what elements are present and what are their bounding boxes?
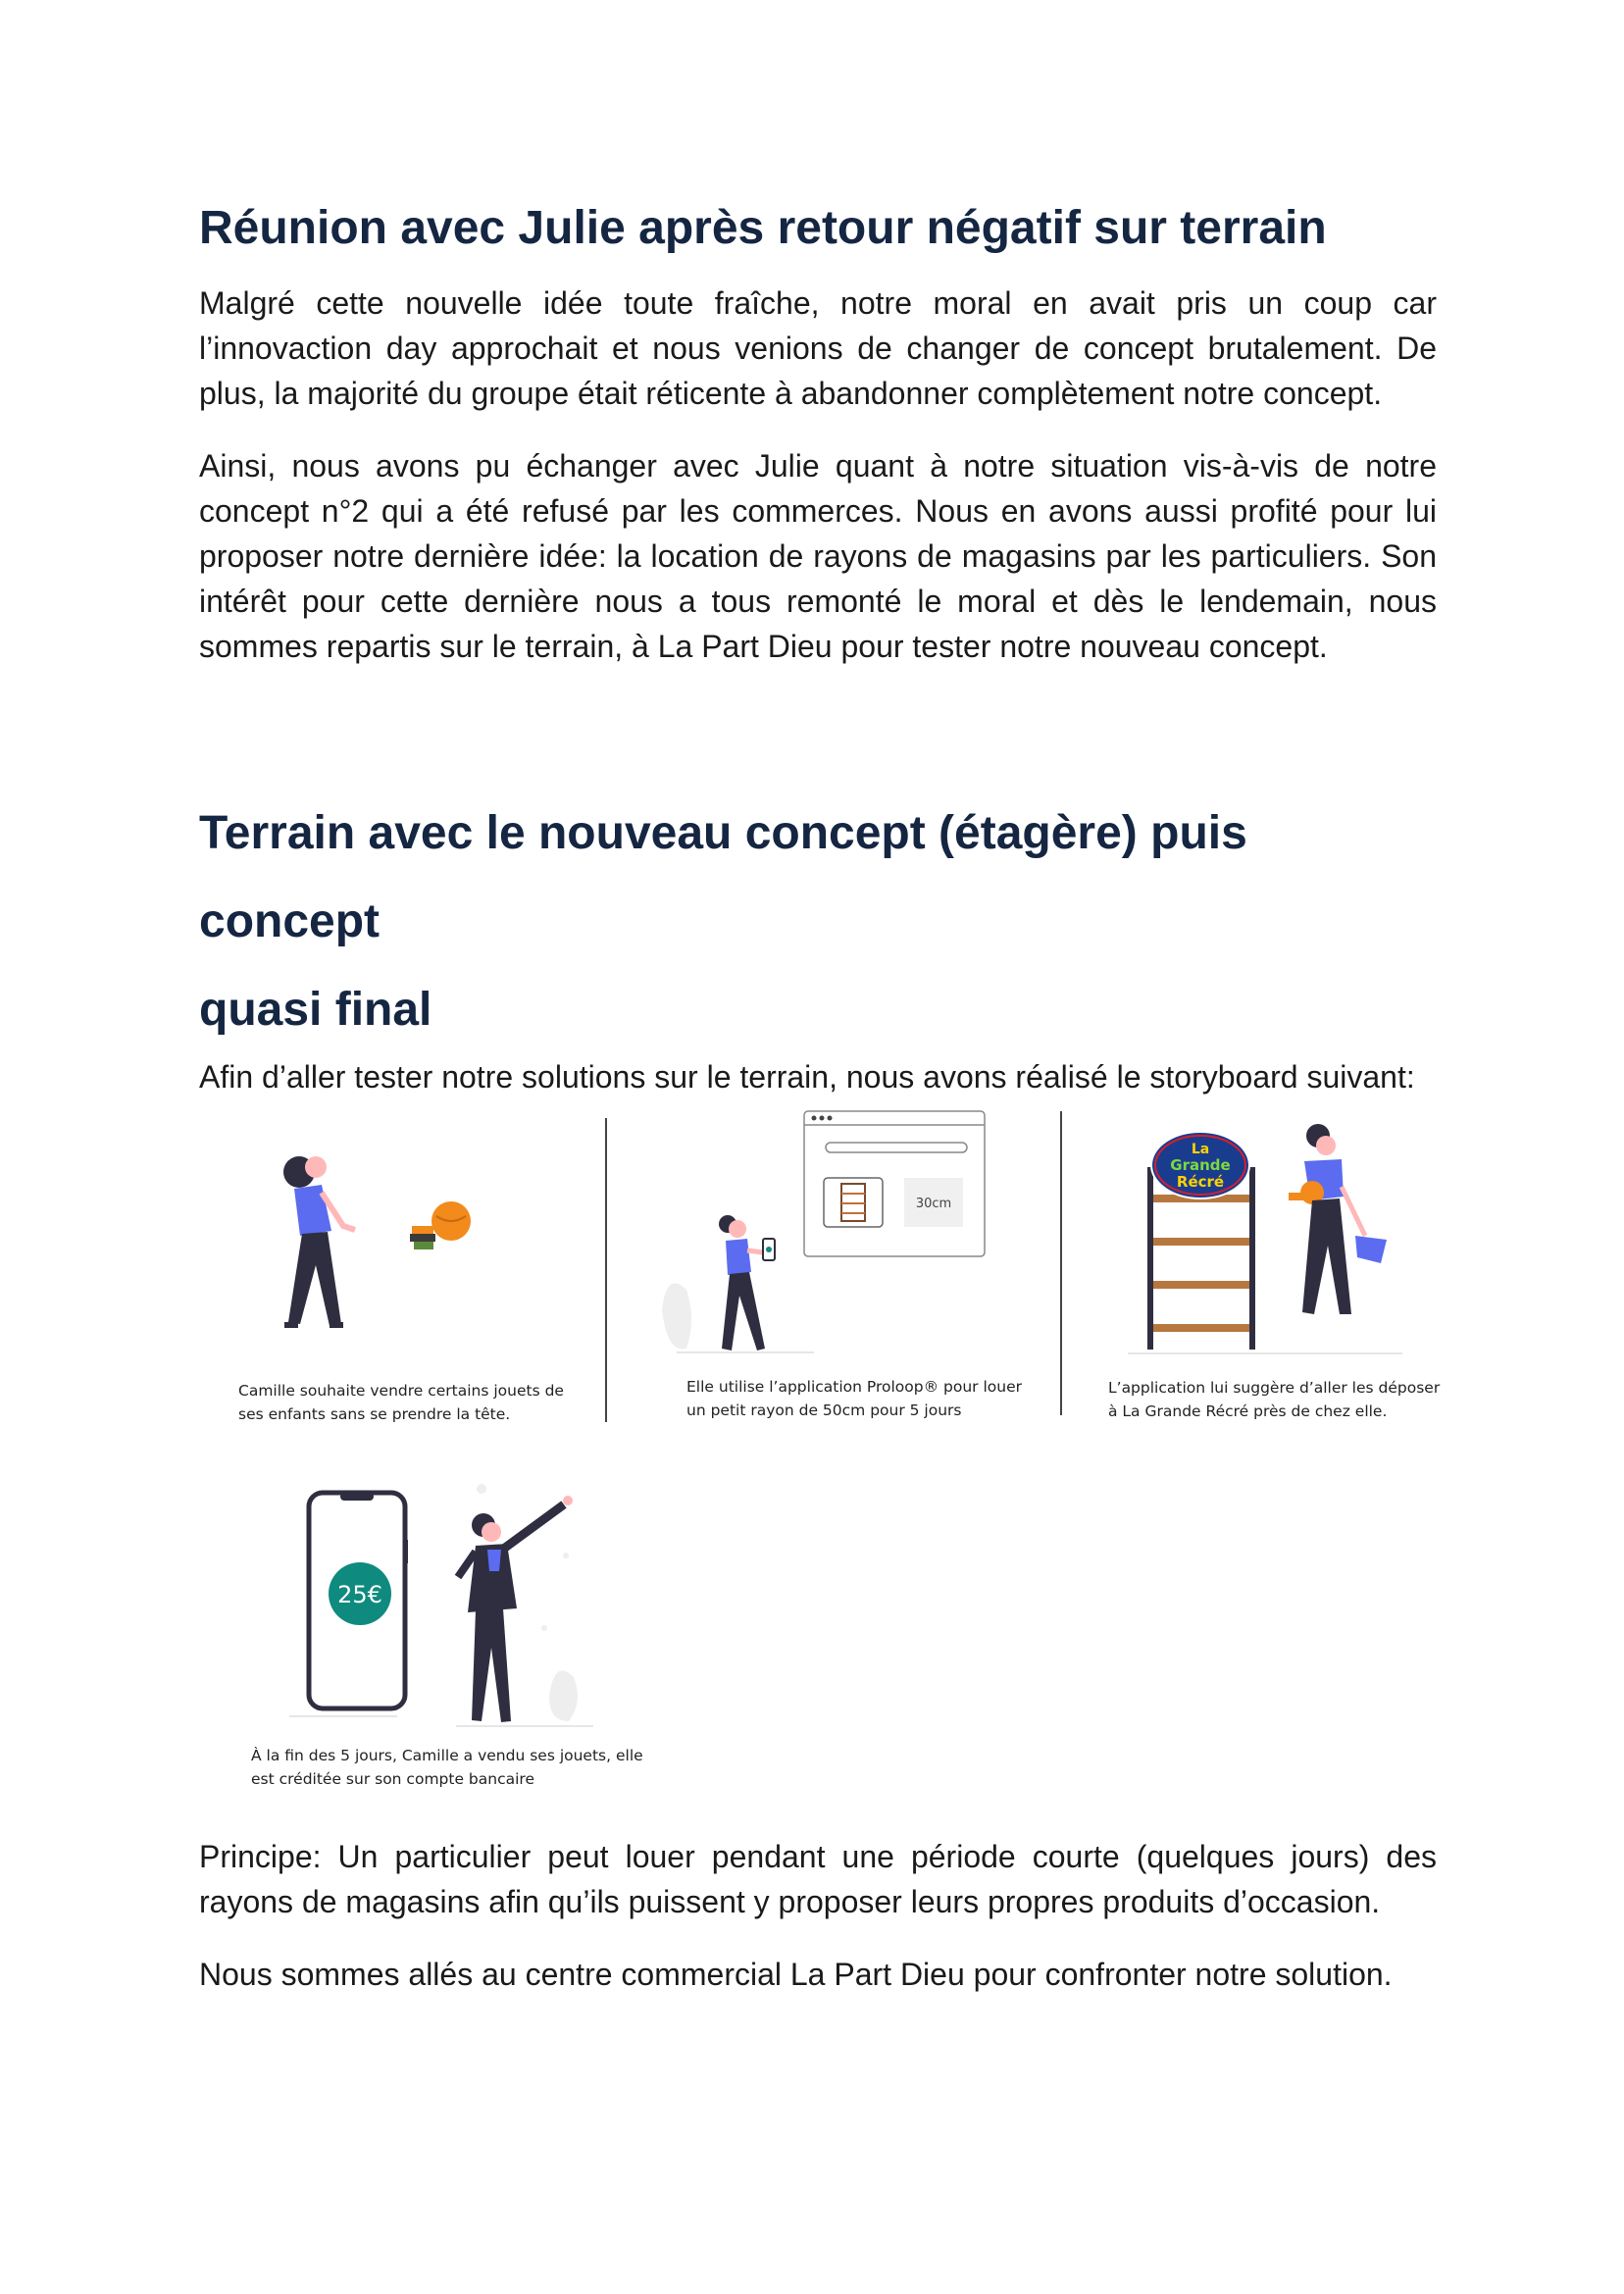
storyboard-divider-1: [605, 1118, 607, 1422]
caption-panel3-line1: L’application lui suggère d’aller les déposer: [1108, 1379, 1441, 1397]
illustration-phone-paid: [289, 1481, 623, 1736]
logo-text-recre: Récré: [1176, 1173, 1225, 1191]
caption-panel2: [686, 1375, 1022, 1422]
section-conclusion: [199, 1834, 1437, 1997]
amount-label: 25€: [337, 1581, 382, 1608]
caption-panel4: [251, 1744, 643, 1791]
paragraph-julie: Ainsi, nous avons pu échanger avec Julie quant à notre situation vis-à-vis de notre concept n°2 qui a été refusé par les commerces. Nous en avons aussi profité pour lui proposer notre dernière idée: la location de rayons de magasins par les particuliers. Son intérêt pour cette dernière nous a tous remonté le moral et dès le lendemain, nous sommes repartis sur le terrain, à La Part Dieu pour tester notre nouveau concept.: [199, 448, 1437, 664]
caption-panel1: [238, 1379, 564, 1426]
paragraph-principle: Principe: Un particulier peut louer pendant une période courte (quelques jours) des rayons de magasins afin qu’ils puissent y proposer leurs propres produits d’occasion.: [199, 1839, 1437, 1919]
caption-panel1-line2: ses enfants sans se prendre la tête.: [238, 1405, 511, 1423]
section-meeting: [199, 184, 1437, 669]
paragraph-intro: Afin d’aller tester notre solutions sur le terrain, nous avons réalisé le storyboard suivant:: [199, 1059, 1415, 1095]
illustration-store-shelf: [1108, 1118, 1422, 1363]
caption-panel4-line1: À la fin des 5 jours, Camille a vendu ses jouets, elle: [251, 1747, 643, 1764]
caption-panel4-line2: est créditée sur son compte bancaire: [251, 1770, 534, 1788]
paragraph-closing: Nous sommes allés au centre commercial La Part Dieu pour confronter notre solution.: [199, 1957, 1393, 1992]
heading-meeting: Réunion avec Julie après retour négatif sur terrain: [199, 202, 1327, 254]
heading-field: [199, 790, 1437, 1054]
heading-field-line2: quasi final: [199, 984, 432, 1036]
illustration-woman-toys: [226, 1128, 500, 1344]
caption-panel1-line1: Camille souhaite vendre certains jouets de: [238, 1382, 564, 1400]
storyboard-divider-2: [1060, 1111, 1062, 1415]
paragraph-morale: Malgré cette nouvelle idée toute fraîche, notre moral en avait pris un coup car l’innovaction day approchait et nous venions de changer de concept brutalement. De plus, la majorité du groupe était réticente à abandonner complètement notre concept.: [199, 285, 1437, 411]
caption-panel2-line1: Elle utilise l’application Proloop® pour louer: [686, 1378, 1022, 1396]
illustration-app-rental: [647, 1103, 1000, 1368]
logo-text-grande: Grande: [1170, 1156, 1231, 1174]
caption-panel3: [1108, 1376, 1440, 1423]
heading-field-line1: Terrain avec le nouveau concept (étagère) puis concept: [199, 807, 1247, 947]
caption-panel3-line2: à La Grande Récré près de chez elle.: [1108, 1402, 1388, 1420]
logo-text-la: La: [1191, 1142, 1210, 1157]
section-field: [199, 790, 1437, 1096]
caption-panel2-line2: un petit rayon de 50cm pour 5 jours: [686, 1402, 962, 1419]
shelf-size-label: 30cm: [915, 1197, 952, 1211]
